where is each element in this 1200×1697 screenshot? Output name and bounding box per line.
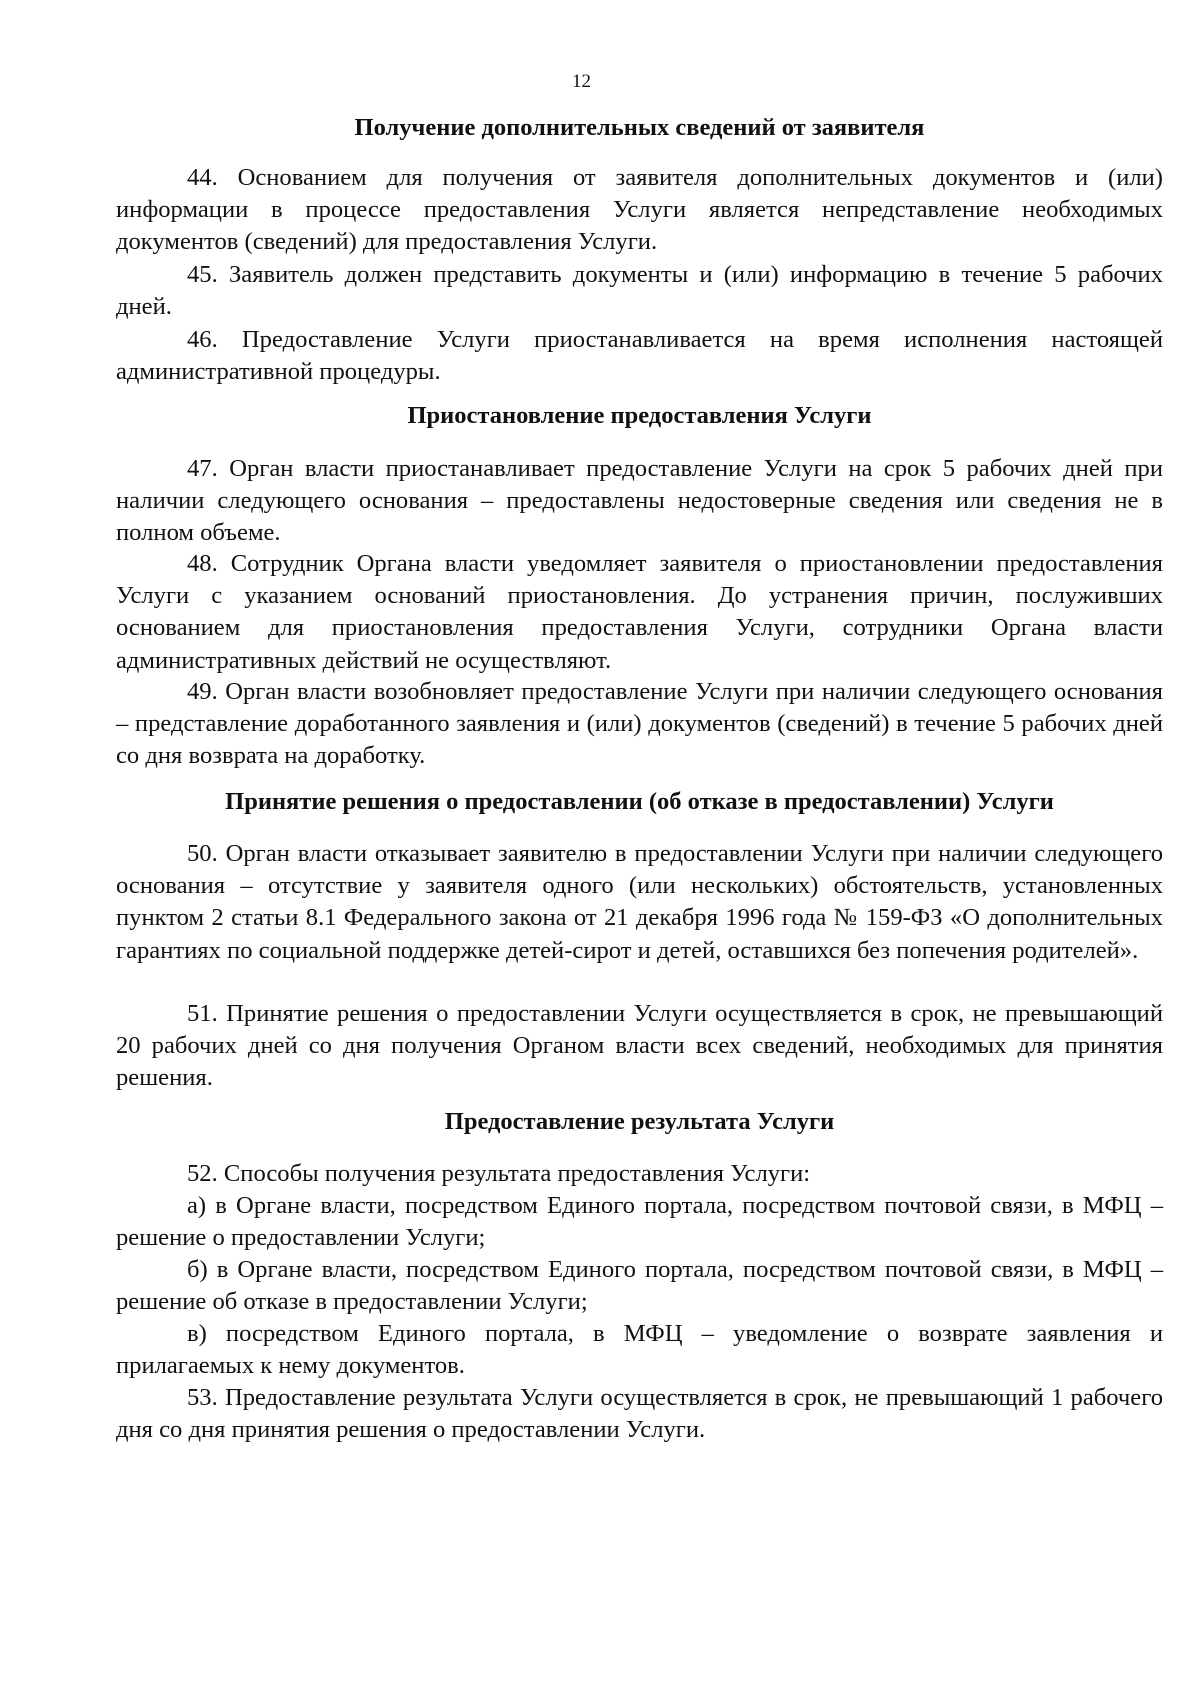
- paragraph: 48. Сотрудник Органа власти уведомляет заявителя о приостановлении предоставления Услуги с указанием оснований приостановления. До устранения причин, послуживших основанием для приостановления предоставления Услуги, сотрудники Органа власти административных действий не осуществляют.: [116, 550, 1163, 674]
- paragraph: в) посредством Единого портала, в МФЦ – уведомление о возврате заявления и прилагаемых к нему документов.: [116, 1320, 1163, 1380]
- paragraph: 46. Предоставление Услуги приостанавливается на время исполнения настоящей административной процедуры.: [116, 326, 1163, 386]
- section-heading: Принятие решения о предоставлении (об отказе в предоставлении) Услуги: [225, 788, 1054, 815]
- paragraph: 53. Предоставление результата Услуги осуществляется в срок, не превышающий 1 рабочего дня со дня принятия решения о предоставлении Услуги.: [116, 1384, 1163, 1444]
- paragraph: 51. Принятие решения о предоставлении Услуги осуществляется в срок, не превышающий 20 рабочих дней со дня получения Органом власти всех сведений, необходимых для принятия решения.: [116, 1000, 1163, 1092]
- section-heading: Предоставление результата Услуги: [444, 1108, 835, 1135]
- paragraph: 47. Орган власти приостанавливает предоставление Услуги на срок 5 рабочих дней при наличии следующего основания – предоставлены недостоверные сведения или сведения не в полном объеме.: [116, 455, 1163, 547]
- section-heading: Приостановление предоставления Услуги: [407, 402, 872, 429]
- section-heading: Получение дополнительных сведений от заявителя: [354, 114, 925, 141]
- page-number: 12: [572, 71, 591, 92]
- paragraph: 44. Основанием для получения от заявителя дополнительных документов и (или) информации в процессе предоставления Услуги является непредставление необходимых документов (сведений) для предоставления Услуги.: [116, 164, 1163, 256]
- paragraph: а) в Органе власти, посредством Единого портала, посредством почтовой связи, в МФЦ – решение о предоставлении Услуги;: [116, 1192, 1163, 1252]
- paragraph: 45. Заявитель должен представить документы и (или) информацию в течение 5 рабочих дней.: [116, 261, 1163, 321]
- paragraph: 49. Орган власти возобновляет предоставление Услуги при наличии следующего основания – представление доработанного заявления и (или) документов (сведений) в течение 5 рабочих дней со дня возврата на доработку.: [116, 678, 1163, 770]
- paragraph: 50. Орган власти отказывает заявителю в предоставлении Услуги при наличии следующего основания – отсутствие у заявителя одного (или нескольких) обстоятельств, установленных пунктом 2 статьи 8.1 Федерального закона от 21 декабря 1996 года № 159-ФЗ «О дополнительных гарантиях по социальной поддержке детей-сирот и детей, оставшихся без попечения родителей».: [116, 840, 1163, 964]
- paragraph: б) в Органе власти, посредством Единого портала, посредством почтовой связи, в МФЦ – решение об отказе в предоставлении Услуги;: [116, 1256, 1163, 1316]
- paragraph: 52. Способы получения результата предоставления Услуги:: [187, 1160, 811, 1187]
